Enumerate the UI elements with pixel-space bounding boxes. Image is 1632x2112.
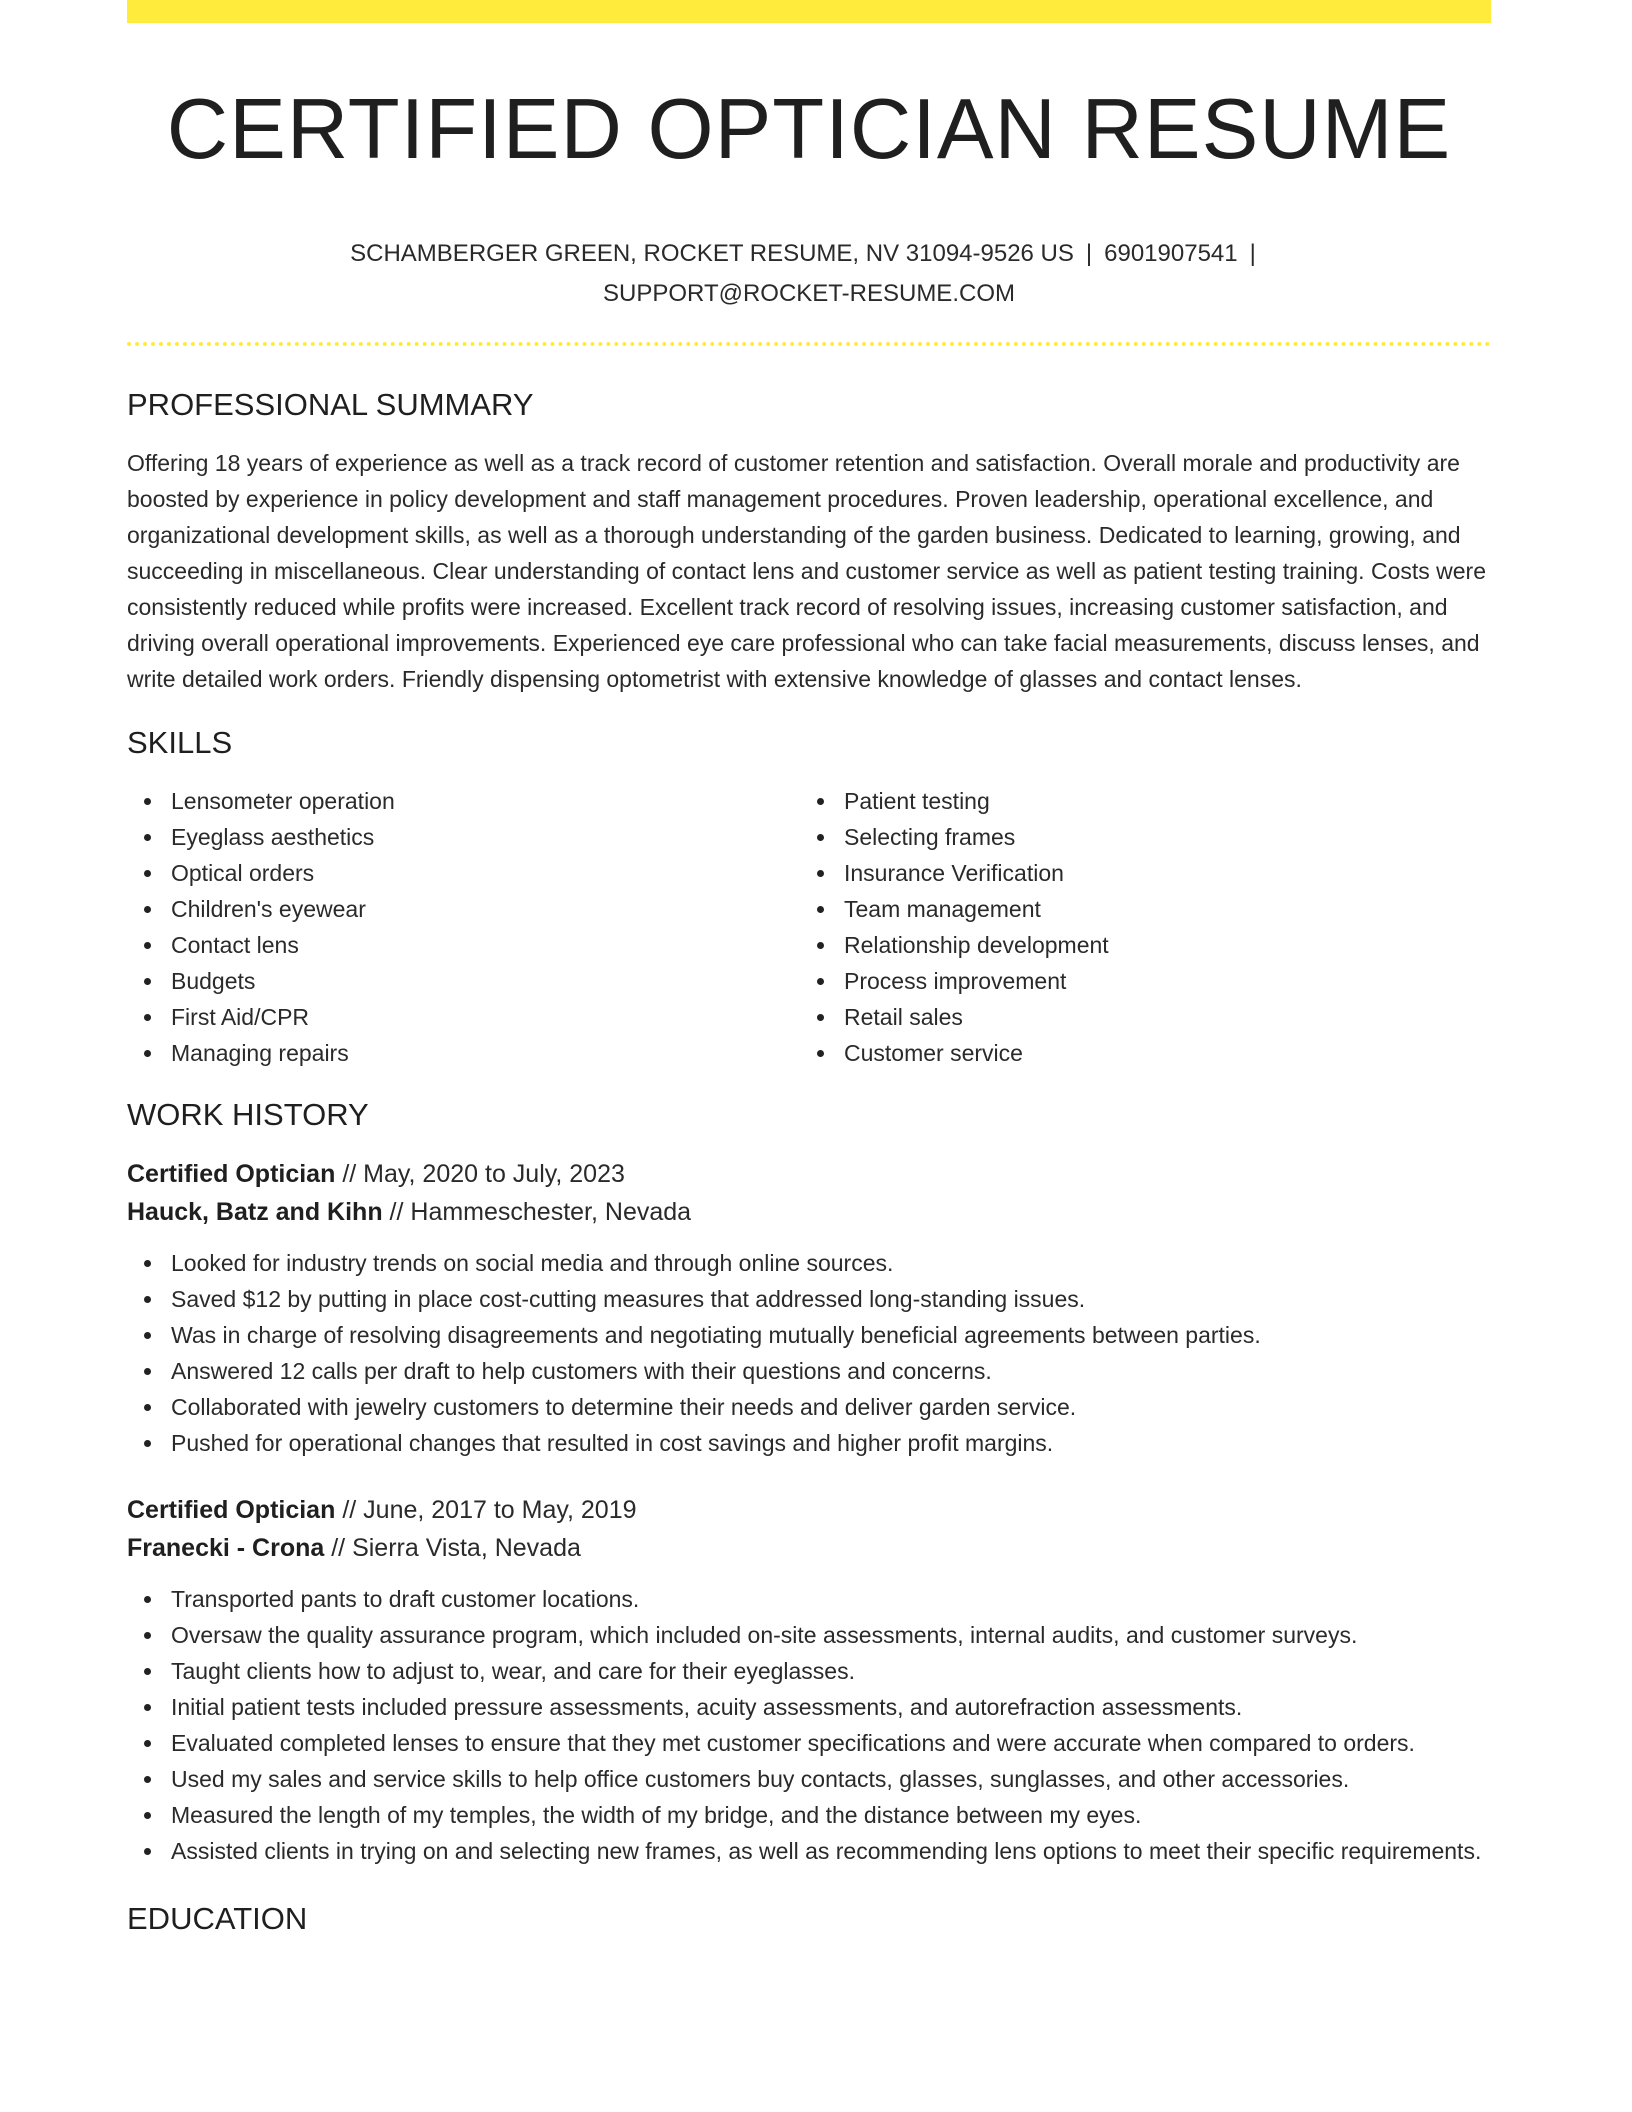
skill-item: Optical orders bbox=[127, 855, 800, 891]
job-bullets bbox=[127, 1245, 1491, 1461]
job-title: Certified Optician bbox=[127, 1496, 336, 1524]
skill-item: Team management bbox=[800, 891, 1473, 927]
skills-grid bbox=[127, 783, 1491, 1071]
job-bullet: Measured the length of my temples, the width of my bridge, and the distance between my eyes. bbox=[127, 1797, 1491, 1833]
job-bullet: Evaluated completed lenses to ensure that they met customer specifications and were accurate when compared to orders. bbox=[127, 1725, 1491, 1761]
job-bullet: Taught clients how to adjust to, wear, and care for their eyeglasses. bbox=[127, 1653, 1491, 1689]
job-bullet: Oversaw the quality assurance program, which included on-site assessments, internal audits, and customer surveys. bbox=[127, 1617, 1491, 1653]
skill-item: Process improvement bbox=[800, 963, 1473, 999]
resume-title: CERTIFIED OPTICIAN RESUME bbox=[166, 82, 1452, 177]
skill-item: Customer service bbox=[800, 1035, 1473, 1071]
job-bullet: Was in charge of resolving disagreements and negotiating mutually beneficial agreements between parties. bbox=[127, 1317, 1491, 1353]
job-bullet: Used my sales and service skills to help office customers buy contacts, glasses, sunglasses, and other accessories. bbox=[127, 1761, 1491, 1797]
skill-item: Children's eyewear bbox=[127, 891, 800, 927]
skills-heading: SKILLS bbox=[127, 725, 233, 760]
skill-item: Lensometer operation bbox=[127, 783, 800, 819]
job-bullet: Answered 12 calls per draft to help customers with their questions and concerns. bbox=[127, 1353, 1491, 1389]
resume-content bbox=[127, 385, 1491, 1959]
skills-list-left bbox=[127, 783, 800, 1071]
job-location: // Hammeschester, Nevada bbox=[389, 1198, 692, 1226]
contact-separator: | bbox=[1085, 240, 1093, 267]
job-bullet: Pushed for operational changes that resulted in cost savings and higher profit margins. bbox=[127, 1425, 1491, 1461]
contact-phone: 6901907541 bbox=[1104, 240, 1238, 267]
work-history-list bbox=[127, 1155, 1491, 1869]
skills-list-right bbox=[800, 783, 1473, 1071]
skill-item: Relationship development bbox=[800, 927, 1473, 963]
job-company: Franecki - Crona bbox=[127, 1534, 325, 1562]
job-bullets bbox=[127, 1581, 1491, 1869]
job-entry bbox=[127, 1491, 1491, 1869]
skill-item: Budgets bbox=[127, 963, 800, 999]
job-company: Hauck, Batz and Kihn bbox=[127, 1198, 383, 1226]
skill-item: First Aid/CPR bbox=[127, 999, 800, 1035]
job-title-line bbox=[127, 1155, 1491, 1193]
job-company-line bbox=[127, 1529, 1491, 1567]
job-dates: // May, 2020 to July, 2023 bbox=[342, 1160, 625, 1188]
skill-item: Insurance Verification bbox=[800, 855, 1473, 891]
job-bullet: Saved $12 by putting in place cost-cutting measures that addressed long-standing issues. bbox=[127, 1281, 1491, 1317]
contact-separator: | bbox=[1249, 240, 1256, 267]
accent-top-bar bbox=[127, 0, 1491, 23]
summary-heading: PROFESSIONAL SUMMARY bbox=[127, 387, 534, 422]
skill-item: Eyeglass aesthetics bbox=[127, 819, 800, 855]
contact-info bbox=[127, 234, 1491, 314]
job-bullet: Initial patient tests included pressure assessments, acuity assessments, and autorefraction assessments. bbox=[127, 1689, 1491, 1725]
job-bullet: Assisted clients in trying on and selecting new frames, as well as recommending lens options to meet their specific requirements. bbox=[127, 1833, 1491, 1869]
job-bullet: Looked for industry trends on social media and through online sources. bbox=[127, 1245, 1491, 1281]
skill-item: Patient testing bbox=[800, 783, 1473, 819]
job-location: // Sierra Vista, Nevada bbox=[331, 1534, 581, 1562]
summary-text: Offering 18 years of experience as well as a track record of customer retention and satisfaction. Overall morale and productivity are boosted by experience in policy development and staff management procedures. Proven leadership, operational excellence, and organizational development skills, as well as a thorough understanding of the garden business. Dedicated to learning, growing, and succeeding in miscellaneous. Clear understanding of contact lens and customer service as well as patient testing training. Costs were consistently reduced while profits were increased. Excellent track record of resolving issues, increasing customer satisfaction, and driving overall operational improvements. Experienced eye care professional who can take facial measurements, discuss lenses, and write detailed work orders. Friendly dispensing optometrist with extensive knowledge of glasses and contact lenses. bbox=[127, 450, 1486, 692]
contact-address: SCHAMBERGER GREEN, ROCKET RESUME, NV 31094-9526 US bbox=[350, 240, 1074, 267]
skill-item: Retail sales bbox=[800, 999, 1473, 1035]
education-heading: EDUCATION bbox=[127, 1901, 308, 1936]
skill-item: Selecting frames bbox=[800, 819, 1473, 855]
dotted-divider bbox=[127, 342, 1491, 346]
skill-item: Managing repairs bbox=[127, 1035, 800, 1071]
job-title: Certified Optician bbox=[127, 1160, 336, 1188]
skill-item: Contact lens bbox=[127, 927, 800, 963]
job-dates: // June, 2017 to May, 2019 bbox=[342, 1496, 637, 1524]
job-entry bbox=[127, 1155, 1491, 1461]
job-bullet: Collaborated with jewelry customers to determine their needs and deliver garden service. bbox=[127, 1389, 1491, 1425]
job-company-line bbox=[127, 1193, 1491, 1231]
work-history-heading: WORK HISTORY bbox=[127, 1097, 369, 1132]
contact-email: SUPPORT@ROCKET-RESUME.COM bbox=[603, 280, 1015, 307]
job-title-line bbox=[127, 1491, 1491, 1529]
job-bullet: Transported pants to draft customer locations. bbox=[127, 1581, 1491, 1617]
